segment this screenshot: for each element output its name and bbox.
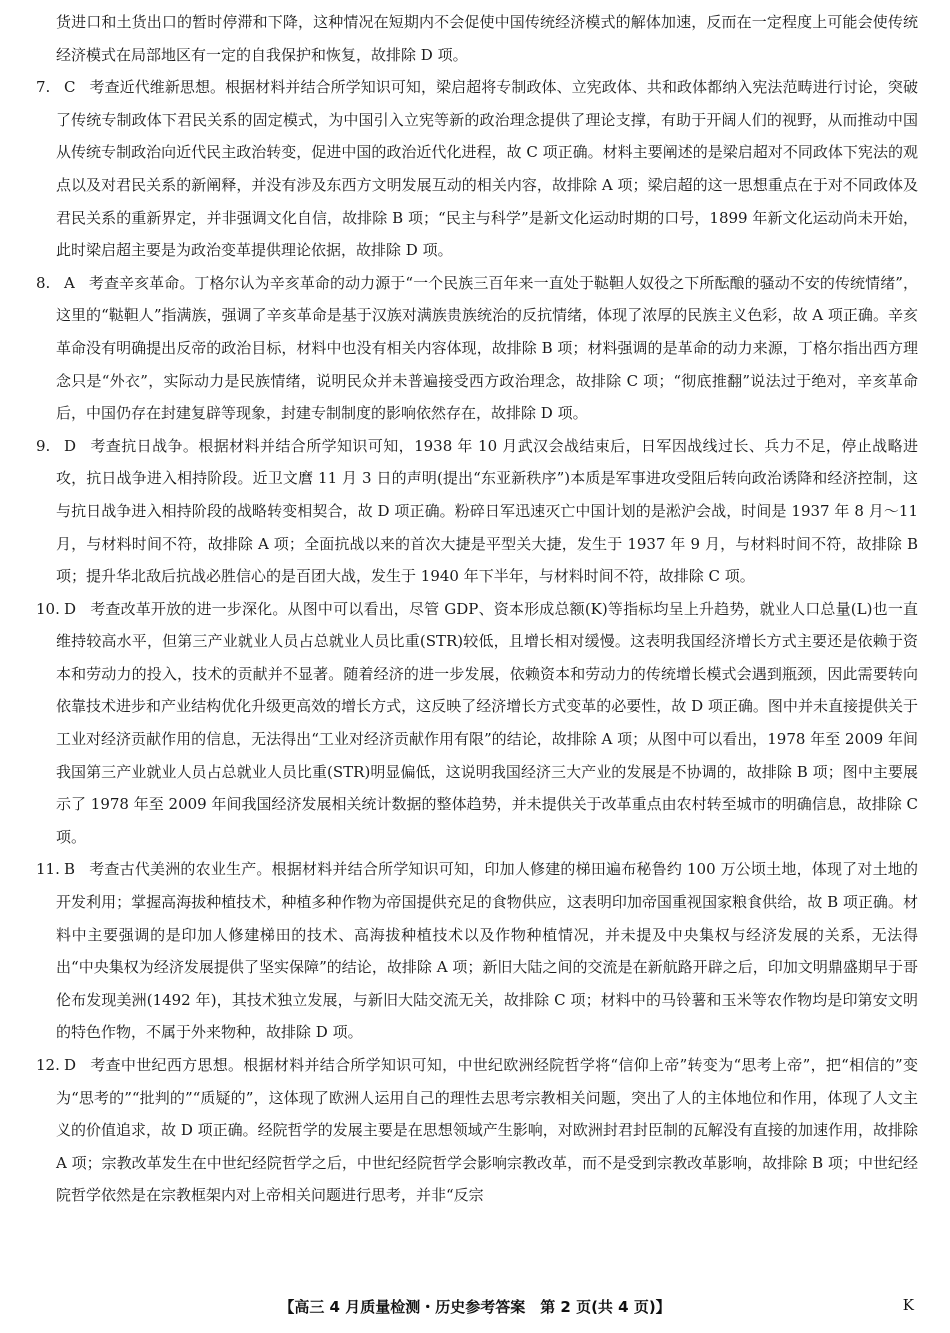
answer-item-10 <box>36 593 918 854</box>
item-explanation: 考查抗日战争。根据材料并结合所学知识可知，1938 年 10 月武汉会战结束后，日军因战线过长、兵力不足，停止战略进攻，抗日战争进入相持阶段。近卫文麿 11 月 3 日的声明(提出“东亚新秩序”)本质是军事进攻受阻后转向政治诱降和经济控制，这与抗日战争进入相持阶段的战略转变相契合，故 D 项正确。粉碎日军迅速灭亡中国计划的是淞沪会战，时间是 1937 年 8 月～11 月，与材料时间不符，故排除 A 项；全面抗战以来的首次大捷是平型关大捷，发生于 1937 年 9 月，与材料时间不符，故排除 B 项；提升华北敌后抗战必胜信心的是百团大战，发生于 1940 年下半年，与材料时间不符，故排除 C 项。 <box>56 436 918 586</box>
footer-title: 【高三 4 月质量检测・历史参考答案 第 2 页(共 4 页)】 <box>279 1298 671 1316</box>
item-number: 10. <box>36 599 60 618</box>
item-explanation: 考查近代维新思想。根据材料并结合所学知识可知，梁启超将专制政体、立宪政体、共和政体都纳入宪法范畴进行讨论，突破了传统专制政体下君民关系的固定模式，为中国引入立宪等新的政治理念提供了理论支撑，有助于开阔人们的视野，从而推动中国从传统专制政治向近代民主政治转变，促进中国的政治近代化进程，故 C 项正确。材料主要阐述的是梁启超对不同政体下宪法的观点以及对君民关系的新阐释，并没有涉及东西方文明发展互动的相关内容，故排除 A 项；梁启超的这一思想重点在于对不同政体及君民关系的重新界定，并非强调文化自信，故排除 B 项；“民主与科学”是新文化运动时期的口号，1899 年新文化运动尚未开始，此时梁启超主要是为政治变革提供理论依据，故排除 D 项。 <box>56 78 918 260</box>
item-answer: C <box>64 78 76 97</box>
item-answer: D <box>64 599 77 618</box>
page-footer <box>0 1296 950 1317</box>
item-explanation: 考查中世纪西方思想。根据材料并结合所学知识可知，中世纪欧洲经院哲学将“信仰上帝”转变为“思考上帝”，把“相信的”变为“思考的”“批判的”“质疑的”，这体现了欧洲人运用自己的理性去思考宗教相关问题，突出了人的主体地位和作用，体现了人文主义的价值追求，故 D 项正确。经院哲学的发展主要是在思想领域产生影响，对欧洲封君封臣制的瓦解没有直接的加速作用，故排除 A 项；宗教改革发生在中世纪经院哲学之后，中世纪经院哲学会影响宗教改革，而不是受到宗教改革影响，故排除 B 项；中世纪经院哲学依然是在宗教框架内对上帝相关问题进行思考，并非“反宗 <box>56 1056 918 1205</box>
answer-item-12 <box>36 1049 918 1212</box>
item-answer: D <box>64 1056 77 1074</box>
item-explanation: 考查改革开放的进一步深化。从图中可以看出，尽管 GDP、资本形成总额(K)等指标均呈上升趋势，就业人口总量(L)也一直维持较高水平，但第三产业就业人员占总就业人员比重(STR)较低，且增长相对缓慢。这表明我国经济增长方式主要还是依赖于资本和劳动力的投入，技术的贡献并不显著。随着经济的进一步发展，依赖资本和劳动力的传统增长模式会遇到瓶颈，因此需要转向依靠技术进步和产业结构优化升级更高效的增长方式，这反映了经济增长方式变革的必要性，故 D 项正确。图中并未直接提供关于工业对经济贡献作用的信息，无法得出“工业对经济贡献作用有限”的结论，故排除 A 项；从图中可以看出，1978 年至 2009 年间我国第三产业就业人员占总就业人员比重(STR)明显偏低，这说明我国经济三大产业的发展是不协调的，故排除 B 项；图中主要展示了 1978 年至 2009 年间我国经济发展相关统计数据的整体趋势，并未提供关于改革重点由农村转至城市的明确信息，故排除 C 项。 <box>56 599 918 846</box>
answer-item-11 <box>36 853 918 1049</box>
item-answer: A <box>64 273 75 292</box>
item-number: 11. <box>36 860 60 879</box>
item-explanation: 考查古代美洲的农业生产。根据材料并结合所学知识可知，印加人修建的梯田遍布秘鲁约 100 万公顷土地，体现了对土地的开发利用；掌握高海拔种植技术，种植多种作物为帝国提供充足的食物供应，这表明印加帝国重视国家粮食供给，故 B 项正确。材料中主要强调的是印加人修建梯田的技术、高海拔种植技术以及作物种植情况，并未提及中央集权与经济发展的关系，无法得出“中央集权为经济发展提供了坚实保障”的结论，故排除 A 项；新旧大陆之间的交流是在新航路开辟之后，印加文明鼎盛期早于哥伦布发现美洲(1492 年)，其技术独立发展，与新旧大陆交流无关，故排除 C 项；材料中的马铃薯和玉米等农作物均是印第安文明的特色作物，不属于外来物种，故排除 D 项。 <box>56 860 918 1042</box>
item-number: 8. <box>36 273 51 292</box>
answer-item-7 <box>36 71 918 267</box>
item-number: 9. <box>36 436 51 455</box>
item-answer: B <box>64 860 76 879</box>
item-explanation: 考查辛亥革命。丁格尔认为辛亥革命的动力源于“一个民族三百年来一直处于鞑靼人奴役之下所酝酿的骚动不安的传统情绪”，这里的“鞑靼人”指满族，强调了辛亥革命是基于汉族对满族贵族统治的反抗情绪，体现了浓厚的民族主义色彩，故 A 项正确。辛亥革命没有明确提出反帝的政治目标，材料中也没有相关内容体现，故排除 B 项；材料强调的是革命的动力来源，丁格尔指出西方理念只是“外衣”，实际动力是民族情绪，说明民众并未普遍接受西方政治理念，故排除 C 项；“彻底推翻”说法过于绝对，辛亥革命后，中国仍存在封建复辟等现象，封建专制制度的影响依然存在，故排除 D 项。 <box>56 273 918 423</box>
answer-content <box>36 6 918 1212</box>
continued-paragraph: 货进口和土货出口的暂时停滞和下降，这种情况在短期内不会促使中国传统经济模式的解体加速，反而在一定程度上可能会使传统经济模式在局部地区有一定的自我保护和恢复，故排除 D 项。 <box>56 13 918 64</box>
item-number: 12. <box>36 1056 60 1074</box>
item-number: 7. <box>36 78 51 97</box>
answer-item-8 <box>36 267 918 430</box>
answer-item-9 <box>36 430 918 593</box>
item-answer: D <box>64 436 77 455</box>
footer-mark: K <box>902 1296 914 1314</box>
